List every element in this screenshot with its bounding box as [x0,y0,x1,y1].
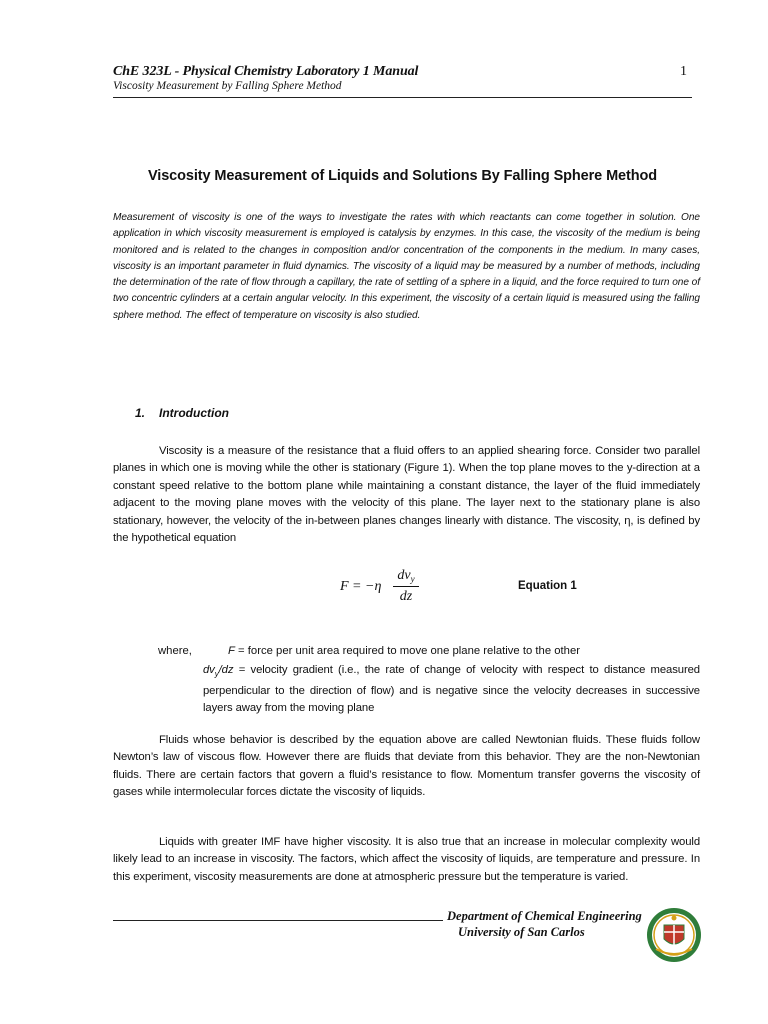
where-label: where, [158,645,192,657]
definition-gradient-text: = velocity gradient (i.e., the rate of change of velocity with respect to distance measured perpendicular to the direction of flow) and is negative since the velocity decreases in successive layers away from the moving plane [203,664,700,715]
document-title: Viscosity Measurement of Liquids and Solutions By Falling Sphere Method [147,168,658,184]
section-number: 1. [135,406,146,420]
abstract-paragraph: Measurement of viscosity is one of the ways to investigate the rates with which reactants can come together in solution. One application in which viscosity measurement is employed is catalysis by enzymes. In this case, the viscosity of the medium is being monitored and is related to the changes in composition and/or concentration of the components in the medium. In many cases, viscosity is an important parameter in fluid dynamics. The viscosity of a liquid may be measured by a number of methods, including the determination of the rate of flow through a capillary, the rate of settling of a sphere in a liquid, and the force required to turn one of two concentric cylinders at a certain angular velocity. In this experiment, the viscosity of a certain liquid is measured using the falling sphere method. The effect of temperature on viscosity is also studied. [113,212,700,321]
definition-force-text: = force per unit area required to move one plane relative to the other [234,645,580,657]
intro-paragraph-1-text: Viscosity is a measure of the resistance that a fluid offers to an applied shearing force. Consider two parallel planes in which one is moving while the other is stationary (Figure 1). When the top plane moves to the y-direction at a constant speed relative to the bottom plane while maintaining a constant distance, the layer of the fluid immediately adjacent to the moving plane moves with the velocity of this plane. The layer next to the stationary plane is also stationary, however, the velocity of the in-between planes changes linearly with distance. The viscosity, η, is defined by the hypothetical equation [113,445,700,545]
gradient-symbol-tail: /dz [218,664,234,676]
footer-department: Department of Chemical Engineering [447,909,642,923]
definition-force [228,645,580,657]
intro-paragraph-2-text: Fluids whose behavior is described by the equation above are called Newtonian fluids. These fluids follow Newton’s law of viscous flow. However there are fluids that deviate from this behavior. They are the non-Newtonian fluids. There are certain factors that govern a fluid’s resistance to flow. Momentum transfer governs the viscosity of gases while intermolecular forces dictate the viscosity of liquids. [113,734,700,799]
seal-star [672,916,677,921]
intro-paragraph-3 [113,834,700,886]
page-number: 1 [680,64,687,79]
section-title: Introduction [159,406,229,420]
footer-university: University of San Carlos [458,925,585,939]
header-divider [113,97,692,98]
definition-gradient-symbol [203,664,234,679]
definition-force-symbol: F [228,645,235,657]
equation-numerator-text: dv [397,568,411,583]
equation-numerator-sub: y [410,574,415,584]
section-heading [135,406,229,420]
university-seal-icon [646,905,702,965]
header-title: ChE 323L - Physical Chemistry Laboratory 1 Manual [113,64,419,79]
gradient-symbol-sub: y [214,669,219,679]
header-subtitle: Viscosity Measurement by Falling Sphere Method [113,80,342,92]
equation-lhs: F = −η [340,579,382,594]
intro-paragraph-2 [113,732,700,802]
equation-label: Equation 1 [518,580,577,592]
definition-velocity-gradient [203,662,700,717]
equation-fraction [392,566,420,607]
equation-denominator: dz [399,589,413,604]
equation-numerator [392,566,420,586]
footer-divider [113,920,443,921]
intro-paragraph-1 [113,443,700,547]
intro-paragraph-3-text: Liquids with greater IMF have higher viscosity. It is also true that an increase in molecular complexity would likely lead to an increase in viscosity. The factors, which affect the viscosity of liquids, are temperature and pressure. In this experiment, viscosity measurements are done at atmospheric pressure but the temperature is varied. [113,836,700,883]
gradient-symbol-main: dv [203,664,215,676]
equation-1 [340,566,430,612]
